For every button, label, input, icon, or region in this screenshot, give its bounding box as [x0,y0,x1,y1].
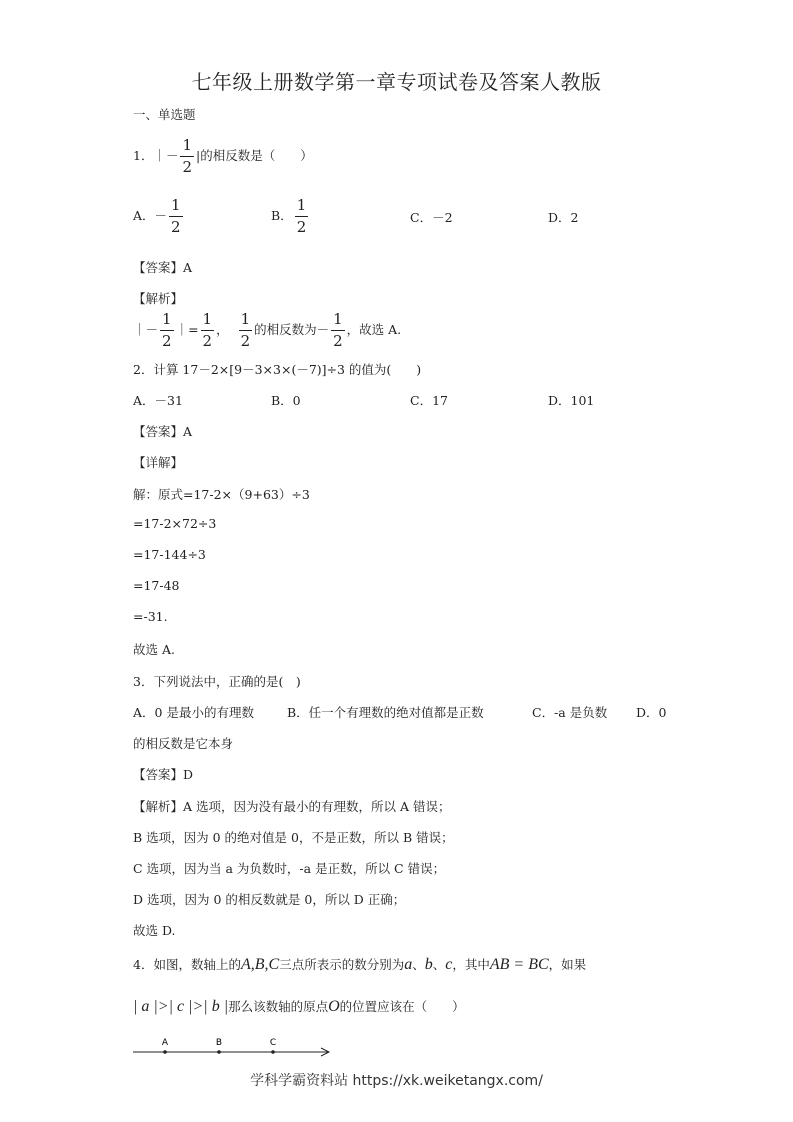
q1-analysis: ｜－ $\frac{1}{2}$ ｜= $\frac{1}{2}$ ， $\frac{1}{2}$ 的相反数为－ $\frac{1}{2}$ ，故选 A. [133,310,402,350]
footer-watermark: 学科学霸资料站 https://xk.weiketangx.com/ [250,1073,543,1089]
q2-step: =17-144÷3 [133,547,206,562]
q2-option-b: B．0 [271,393,301,408]
point-a-dot [163,1050,167,1054]
q1-answer: 【答案】A [133,260,193,275]
q1-option-d: D．2 [548,210,579,225]
q1-analysis-title: 【解析】 [133,291,184,306]
q1-option-b: B． $\frac{1}{2}$ [271,196,307,236]
q1-option-c: C．－2 [410,210,453,225]
number-line-figure [130,1034,340,1064]
q1-stem [133,138,313,175]
q1-options [133,198,733,238]
q2-step: =-31. [133,609,168,624]
q2-stem: 2．计算 17－2×[9－3×3×(－7)]÷3 的值为( ) [133,362,422,377]
q3-options [133,703,733,723]
q1-abs-open: ｜－ [153,148,179,163]
q2-option-c: C．17 [410,393,448,408]
q3-answer: 【答案】D [133,767,194,782]
point-a-label: A [161,1038,169,1048]
q3-analysis-line: C 选项，因为当 a 为负数时，-a 是正数，所以 C 错误； [133,861,446,876]
q3-stem: 3．下列说法中，正确的是( ) [133,674,301,689]
point-b-label: B [215,1038,223,1048]
q4-stem-line2: | a |>| c |>| b |那么该数轴的原点O的位置应该在（ ） [133,998,465,1015]
q4-stem-line1: 4．如图，数轴上的A,B,C三点所表示的数分别为a、b、c，其中AB = BC，如果 [133,956,587,973]
q1-option-a: A．－ $\frac{1}{2}$ [133,196,181,236]
q2-answer: 【答案】A [133,424,193,439]
q2-option-d: D．101 [548,393,595,408]
q2-step: =17-2×72÷3 [133,516,217,531]
q2-conclusion: 故选 A. [133,642,175,657]
q2-options [133,391,733,411]
q1-stem-tail: |的相反数是（ ） [196,148,313,163]
q1-fraction: $\frac{1}{2}$ [182,136,193,176]
q3-conclusion: 故选 D. [133,923,176,938]
section-heading: 一、单选题 [133,107,196,122]
point-c-label: C [269,1038,277,1048]
q3-option-d-cont: 的相反数是它本身 [133,736,234,751]
q2-step: 解：原式=17-2×（9+63）÷3 [133,487,310,502]
q1-number: 1． [133,148,154,163]
page-title: 七年级上册数学第一章专项试卷及答案人教版 [191,70,602,94]
q3-analysis-line: B 选项，因为 0 的绝对值是 0，不是正数，所以 B 错误； [133,830,454,845]
q3-option-b: B．任一个有理数的绝对值都是正数 [287,705,484,720]
q3-option-c: C．-a 是负数 [532,705,608,720]
q2-option-a: A．－31 [133,393,183,408]
q3-option-d: D．0 [636,705,667,720]
point-b-dot [217,1050,221,1054]
q2-step: =17-48 [133,578,180,593]
q3-analysis-line: D 选项，因为 0 的相反数就是 0，所以 D 正确； [133,892,406,907]
q2-detail-title: 【详解】 [133,455,184,470]
q3-analysis-line: 【解析】A 选项，因为没有最小的有理数，所以 A 错误； [133,799,451,814]
point-c-dot [271,1050,275,1054]
q3-option-a: A．0 是最小的有理数 [133,705,254,720]
